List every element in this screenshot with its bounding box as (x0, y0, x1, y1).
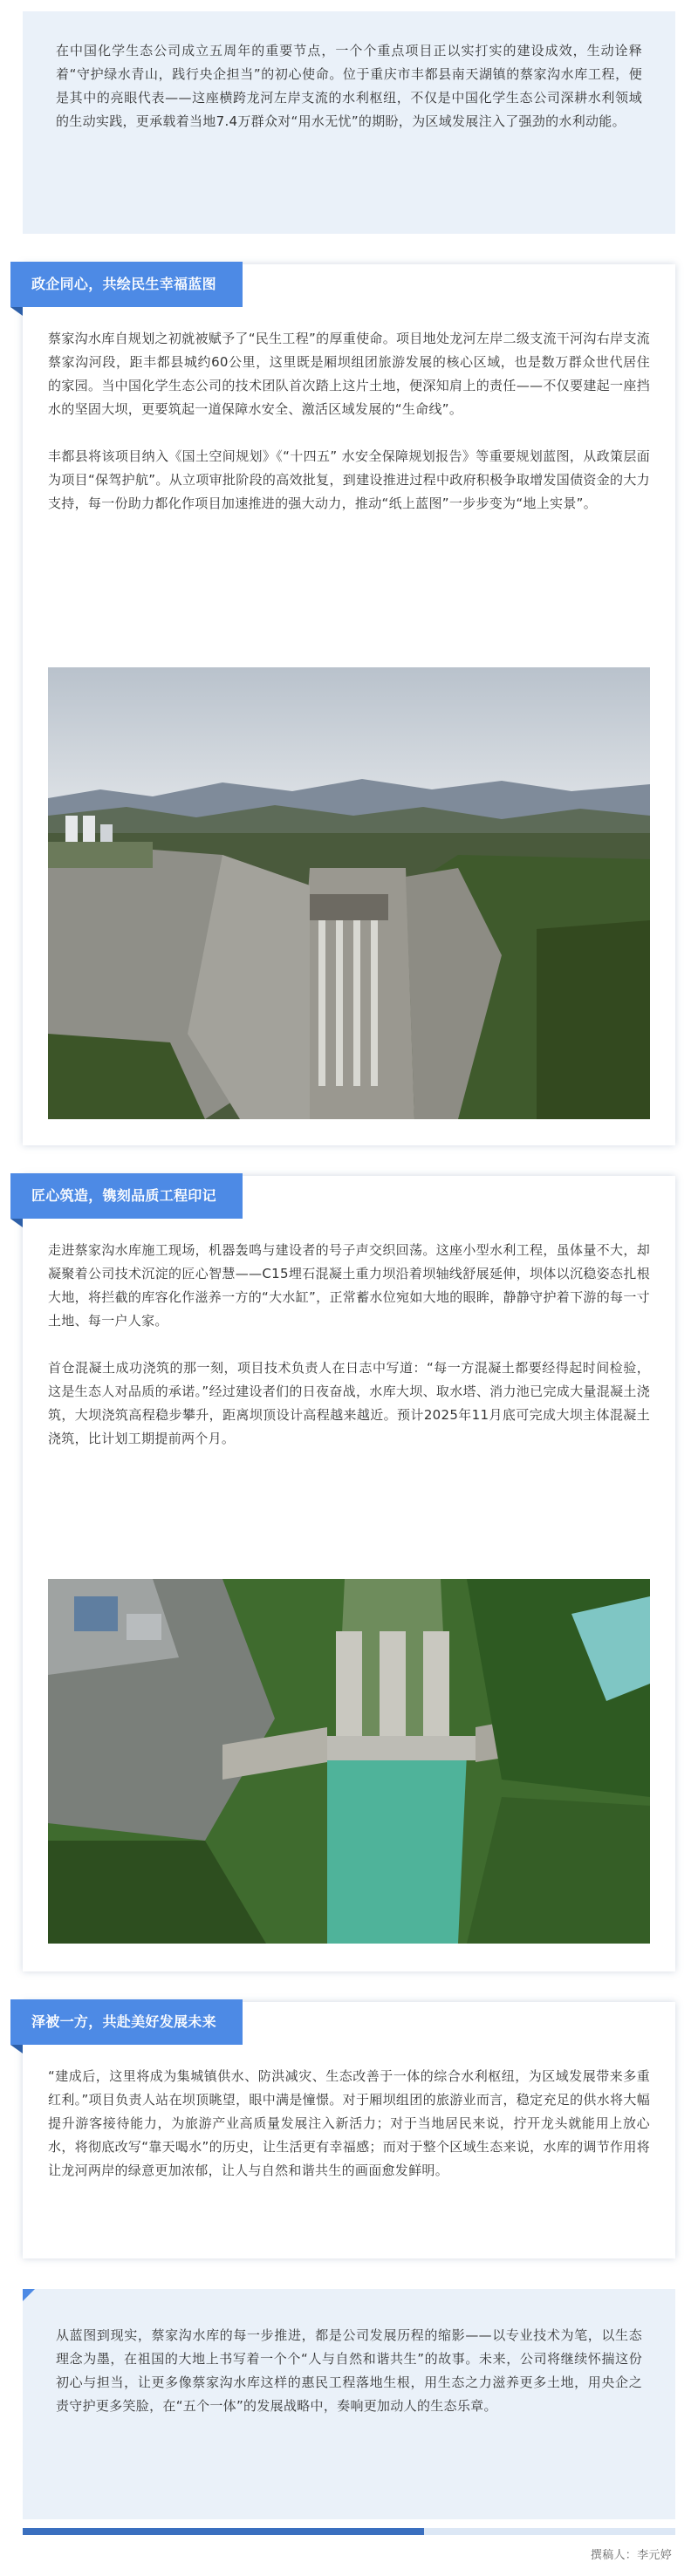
aerial-dam-photo (48, 1579, 650, 1944)
intro-panel (23, 11, 675, 234)
section-2-paragraph-2: 首仓混凝土成功浇筑的那一刻，项目技术负责人在日志中写道：“每一方混凝土都要经得起时间检验，这是生态人对品质的承诺。”经过建设者们的日夜奋战，水库大坝、取水塔、消力池已完成大量混凝土浇筑，大坝浇筑高程稳步攀升，距离坝顶设计高程越来越近。预计2025年11月底可完成大坝主体混凝土浇筑，比计划工期提前两个月。 (48, 1360, 650, 1446)
author-credit: 撰稿人：李元婷 (590, 2549, 672, 2562)
section-1-paragraph-1: 蔡家沟水库自规划之初就被赋予了“民生工程”的厚重使命。项目地处龙河左岸二级支流干河沟右岸支流蔡家沟河段，距丰都县城约60公里，这里既是厢坝组团旅游发展的核心区域，也是数万群众世代居住的家园。当中国化学生态公司的技术团队首次踏上这片土地，便深知肩上的责任——不仅要建起一座挡水的坚固大坝，更要筑起一道保障水安全、激活区域发展的“生命线”。 (48, 331, 650, 417)
section-title-3: 泽被一方，共赴美好发展未来 (10, 1999, 243, 2045)
conclusion-paragraph: 从蓝图到现实，蔡家沟水库的每一步推进，都是公司发展历程的缩影——以专业技术为笔，以生态理念为墨，在祖国的大地上书写着一个个“人与自然和谐共生”的故事。未来，公司将继续怀揣这份初心与担当，让更多像蔡家沟水库这样的惠民工程落地生根，用生态之力滋养更多土地，用央企之责守护更多笑脸，在“五个一体”的发展战略中，奏响更加动人的生态乐章。 (56, 2327, 642, 2414)
footer-divider (23, 2528, 675, 2535)
section-card-1 (23, 264, 675, 1145)
section-2-paragraph-1: 走进蔡家沟水库施工现场，机器轰鸣与建设者的号子声交织回荡。这座小型水利工程，虽体量不大，却凝聚着公司技术沉淀的匠心智慧——C15埋石混凝土重力坝沿着坝轴线舒展延伸，坝体以沉稳姿态扎根大地，将拦截的库容化作滋养一方的“大水缸”，正常蓄水位宛如大地的眼眸，静静守护着下游的每一寸土地、每一户人家。 (48, 1242, 650, 1329)
section-card-3 (23, 2002, 675, 2258)
section-card-2 (23, 1176, 675, 1971)
section-3-paragraph-1: “建成后，这里将成为集城镇供水、防洪减灾、生态改善于一体的综合水利枢纽，为区域发展带来多重红利。”项目负责人站在坝顶眺望，眼中满是憧憬。对于厢坝组团的旅游业而言，稳定充足的供水将大幅提升游客接待能力，为旅游产业高质量发展注入新活力；对于当地居民来说，拧开龙头就能用上放心水，将彻底改写“靠天喝水”的历史，让生活更有幸福感；而对于整个区域生态来说，水库的调节作用将让龙河两岸的绿意更加浓郁，让人与自然和谐共生的画面愈发鲜明。 (48, 2068, 650, 2178)
conclusion-panel (23, 2289, 675, 2519)
section-title-1: 政企同心，共绘民生幸福蓝图 (10, 262, 243, 307)
section-title-2: 匠心筑造，镌刻品质工程印记 (10, 1173, 243, 1219)
section-body-2 (48, 1239, 650, 1451)
intro-paragraph: 在中国化学生态公司成立五周年的重要节点，一个个重点项目正以实打实的建设成效，生动诠释着“守护绿水青山，践行央企担当”的初心使命。位于重庆市丰都县南天湖镇的蔡家沟水库工程，便是其中的亮眼代表——这座横跨龙河左岸支流的水利枢纽，不仅是中国化学生态公司深耕水利领域的生动实践，更承载着当地7.4万群众对“用水无忧”的期盼，为区域发展注入了强劲的水利动能。 (56, 43, 642, 129)
section-body-1 (48, 327, 650, 516)
valley-construction-photo (48, 667, 650, 1119)
footer-divider-accent (23, 2528, 424, 2535)
corner-triangle-icon (23, 2289, 35, 2301)
section-body-3 (48, 2065, 650, 2183)
section-1-paragraph-2: 丰都县将该项目纳入《国土空间规划》《“十四五” 水安全保障规划报告》等重要规划蓝图，从政策层面为项目“保驾护航”。从立项审批阶段的高效批复，到建设推进过程中政府积极争取增发国债资金的大力支持，每一份助力都化作项目加速推进的强大动力，推动“纸上蓝图”一步步变为“地上实景”。 (48, 448, 650, 511)
